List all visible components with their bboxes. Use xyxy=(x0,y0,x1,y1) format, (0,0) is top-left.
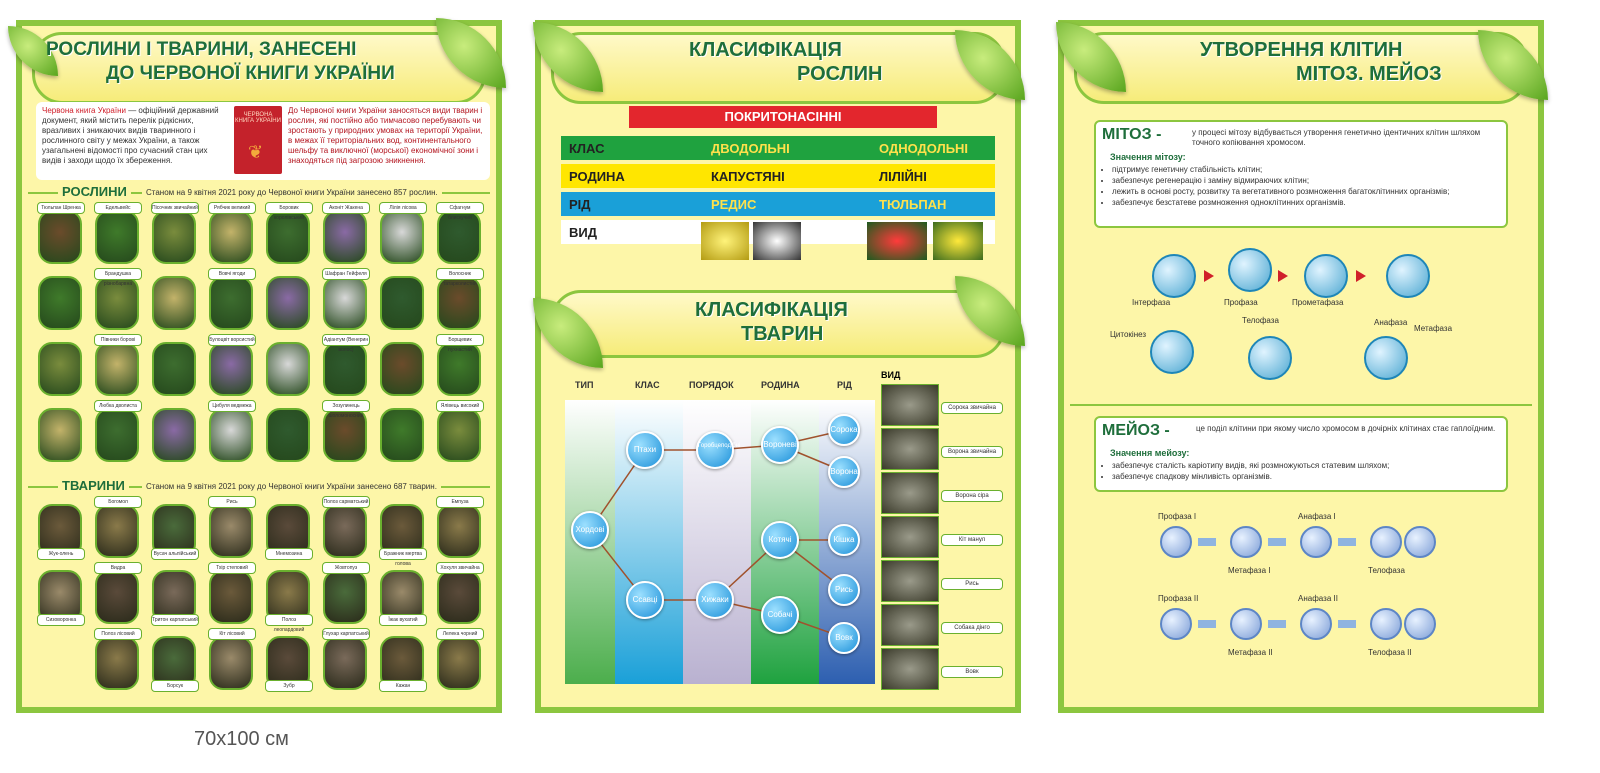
meiosis-box xyxy=(1094,416,1508,492)
poster-red-book xyxy=(16,20,502,713)
plant-label: Брандушка різнобарвна xyxy=(94,268,142,280)
plants-heading: РОСЛИНИ xyxy=(58,184,131,199)
row-value-a: ДВОДОЛЬНІ xyxy=(711,141,790,156)
row-label: РІД xyxy=(569,197,591,212)
plant-label: Рябчик великий xyxy=(208,202,256,214)
poster-red-book-inner xyxy=(22,26,496,707)
phase-label: Цитокінез xyxy=(1110,330,1147,339)
node-mammals: Ссавці xyxy=(626,581,664,619)
animals-note: Станом на 9 квітня 2021 року до Червоної книги України занесено 687 тварин. xyxy=(142,482,441,492)
plant-photo xyxy=(266,276,310,330)
plant-photo xyxy=(38,276,82,330)
plant-label: Лілія лісова xyxy=(379,202,427,214)
poster-cell-division xyxy=(1058,20,1544,713)
plant-label: Адіантум (Венерин волос) xyxy=(322,334,370,346)
plant-photo xyxy=(323,276,367,330)
meiosis-term: МЕЙОЗ - xyxy=(1102,422,1170,439)
animal-label: Рись xyxy=(208,496,256,508)
intro-box xyxy=(36,102,490,180)
mitosis-sig-title: Значення мітозу: xyxy=(1110,152,1186,162)
animal-label: Зубр xyxy=(265,680,313,692)
animal-photo xyxy=(437,636,481,690)
plant-photo xyxy=(209,342,253,396)
plant-photo xyxy=(209,408,253,462)
plant-photo xyxy=(380,342,424,396)
plant-label: Сфагнум блискучий xyxy=(436,202,484,214)
plant-label: Борщевик пухнастий xyxy=(436,334,484,346)
radish-species-photo xyxy=(701,222,749,260)
tulip-species-photo xyxy=(933,222,983,260)
plant-photo xyxy=(380,210,424,264)
plant-label: Шафран Гейфеля xyxy=(322,268,370,280)
animal-photo xyxy=(95,504,139,558)
node-wolf: Вовк xyxy=(828,622,860,654)
plant-photo xyxy=(95,408,139,462)
meiosis-cell xyxy=(1404,526,1436,558)
angiosperms-bar: ПОКРИТОНАСІННІ xyxy=(629,106,937,128)
arrow-icon xyxy=(1338,538,1356,546)
meiosis-label: Метафаза ІІ xyxy=(1228,648,1273,657)
meiosis-point: • забезпечує сталість каріотипу видів, які розмножуються статевим шляхом; xyxy=(1112,460,1512,471)
plant-photo xyxy=(209,210,253,264)
node-corvidae: Вороневі xyxy=(761,426,799,464)
poster-title-line1: РОСЛИНИ І ТВАРИНИ, ЗАНЕСЕНІ xyxy=(46,39,357,60)
animal-label: Бражник мертва голова xyxy=(379,548,427,560)
poster-classification xyxy=(535,20,1021,713)
animal-label: Видра xyxy=(94,562,142,574)
animal-photo xyxy=(95,570,139,624)
node-lynx: Рись xyxy=(828,574,860,606)
phase-label: Анафаза xyxy=(1374,318,1408,327)
plant-label: Зозулинець шоломоносний xyxy=(322,400,370,412)
meiosis-sig-title: Значення мейозу: xyxy=(1110,448,1190,458)
plant-label: Вовчі ягоди xyxy=(208,268,256,280)
arrow-icon xyxy=(1198,538,1216,546)
meiosis-cell xyxy=(1404,608,1436,640)
animal-label: Вусач альпійський xyxy=(151,548,199,560)
plant-label: Тюльпан Шренка xyxy=(37,202,85,214)
cell-6 xyxy=(1150,330,1194,374)
plant-photo xyxy=(323,210,367,264)
column-header-family: РОДИНА xyxy=(761,380,800,390)
node-canidae: Собачі xyxy=(761,596,799,634)
mitosis-def: у процесі мітозу відбувається утворення генетично ідентичних клітин шляхом точного копіювання хромосом. xyxy=(1192,128,1481,147)
animal-label: Лелека чорний xyxy=(436,628,484,640)
meiosis-label: Телофаза xyxy=(1368,566,1405,575)
animal-label: Борсук xyxy=(151,680,199,692)
arrow-icon xyxy=(1278,270,1288,282)
red-book-cover xyxy=(234,106,282,174)
intro-left-text: — офіційний державний документ, який містить перелік рідкісних, вразливих і зникаючих видів тваринного і рослинного світу у межах України, а також узагальнені відомості про сучасний стан цих видів і заходи щодо їх збереження. xyxy=(42,106,219,165)
plant-photo xyxy=(437,408,481,462)
phase-label: Профаза xyxy=(1224,298,1258,307)
row-value-a: КАПУСТЯНІ xyxy=(711,169,785,184)
species-photo xyxy=(881,648,939,690)
plant-photo xyxy=(266,408,310,462)
poster-title-line2: ДО ЧЕРВОНОЇ КНИГИ УКРАЇНИ xyxy=(106,63,395,84)
plant-photo xyxy=(380,276,424,330)
species-label: Вовк xyxy=(941,666,1003,678)
butterfly-icon: ❦ xyxy=(248,142,264,162)
meiosis-label: Анафаза ІІ xyxy=(1298,594,1338,603)
node-passeriformes: Горобцеподібні xyxy=(696,431,734,469)
plants-note: Станом на 9 квітня 2021 року до Червоної книги України занесено 857 рослин. xyxy=(142,188,442,198)
species-label: Собака дінго xyxy=(941,622,1003,634)
arrow-icon xyxy=(1268,620,1286,628)
mitosis-points xyxy=(1098,164,1512,208)
meiosis-cell xyxy=(1230,608,1262,640)
cell-5 xyxy=(1248,336,1292,380)
plant-photo xyxy=(38,342,82,396)
row-value-b: ЛІЛІЙНІ xyxy=(879,169,927,184)
plant-label: Пісочник звичайний xyxy=(151,202,199,214)
class-row xyxy=(561,192,995,216)
animal-photo xyxy=(323,570,367,624)
animal-photo xyxy=(209,636,253,690)
plant-label: Булоцвіт ворсистий xyxy=(208,334,256,346)
meiosis-cell xyxy=(1300,526,1332,558)
meiosis-def: це поділ клітини при якому число хромосом в дочірніх клітинах стає гаплоїдним. xyxy=(1196,424,1496,433)
species-photo xyxy=(881,516,939,558)
plant-photo xyxy=(152,210,196,264)
species-photo xyxy=(881,384,939,426)
animal-label: Мнемозина xyxy=(265,548,313,560)
animal-photo xyxy=(437,504,481,558)
animal-label: Тритон карпатський xyxy=(151,614,199,626)
arrow-icon xyxy=(1356,270,1366,282)
node-cat: Кішка xyxy=(828,524,860,556)
species-label: Ворона звичайна xyxy=(941,446,1003,458)
animal-label: Жовтопуз xyxy=(322,562,370,574)
intro-left xyxy=(42,106,228,166)
plant-photo xyxy=(209,276,253,330)
animal-photo xyxy=(323,636,367,690)
column-header-order: ПОРЯДОК xyxy=(689,380,734,390)
meiosis-point: • забезпечує спадкову мінливість організмів. xyxy=(1112,471,1512,482)
column-header-genus: РІД xyxy=(837,380,852,390)
mitosis-point: • лежить в основі росту, розвитку та вегетативного розмноження багатоклітинних організмів; xyxy=(1112,186,1512,197)
animals-class-title-1: КЛАСИФІКАЦІЯ xyxy=(695,299,848,321)
mitosis-point: • забезпечує безстатеве розмноження одноклітинних організмів. xyxy=(1112,197,1512,208)
meiosis-cell xyxy=(1370,526,1402,558)
plant-label: Аконіт Жакена xyxy=(322,202,370,214)
class-row xyxy=(561,164,995,188)
row-value-b: ОДНОДОЛЬНІ xyxy=(879,141,969,156)
cell-0 xyxy=(1152,254,1196,298)
animal-label: Жук-олень xyxy=(37,548,85,560)
arrow-icon xyxy=(1268,538,1286,546)
mitosis-term: МІТОЗ - xyxy=(1102,126,1162,143)
arrow-icon xyxy=(1204,270,1214,282)
node-crow: Ворона xyxy=(828,456,860,488)
animal-label: Полоз лісовий xyxy=(94,628,142,640)
plant-label: Любка дволиста xyxy=(94,400,142,412)
node-birds: Птахи xyxy=(626,431,664,469)
animals-heading: ТВАРИНИ xyxy=(58,478,129,493)
animal-label: Кажан xyxy=(379,680,427,692)
animal-label: Глухар карпатський xyxy=(322,628,370,640)
row-label: РОДИНА xyxy=(569,169,625,184)
species-photo xyxy=(881,428,939,470)
red-book-title: ЧЕРВОНА КНИГА УКРАЇНИ xyxy=(235,112,281,124)
divider xyxy=(1070,404,1532,406)
meiosis-points xyxy=(1098,460,1512,482)
plants-class-title-1: КЛАСИФІКАЦІЯ xyxy=(689,39,842,61)
column-header-species: ВИД xyxy=(881,370,901,380)
cell-2 xyxy=(1304,254,1348,298)
arrow-icon xyxy=(1198,620,1216,628)
plant-photo xyxy=(152,342,196,396)
animal-photo xyxy=(437,570,481,624)
phase-label: Метафаза xyxy=(1414,324,1453,333)
animal-photo xyxy=(209,504,253,558)
plant-label: Цибуля ведмежа xyxy=(208,400,256,412)
node-magpie: Сорока xyxy=(828,414,860,446)
plant-photo xyxy=(95,210,139,264)
meiosis-label: Телофаза ІІ xyxy=(1368,648,1412,657)
animal-label: Полоз сарматський xyxy=(322,496,370,508)
animal-label: Їжак вухатий xyxy=(379,614,427,626)
mitosis-point: • підтримує генетичну стабільність клітин; xyxy=(1112,164,1512,175)
cell-3 xyxy=(1386,254,1430,298)
cell-title-2: МІТОЗ. МЕЙОЗ xyxy=(1296,63,1442,85)
animals-class-title-2: ТВАРИН xyxy=(741,323,824,345)
meiosis-cell xyxy=(1230,526,1262,558)
animal-label: Богомол xyxy=(94,496,142,508)
phase-label: Прометафаза xyxy=(1292,298,1344,307)
meiosis-cell xyxy=(1160,526,1192,558)
meiosis-label: Метафаза І xyxy=(1228,566,1271,575)
species-label: Ворона сіра xyxy=(941,490,1003,502)
species-label: Кіт манул xyxy=(941,534,1003,546)
node-chordata: Хордові xyxy=(571,511,609,549)
column-header-class: КЛАС xyxy=(635,380,660,390)
meiosis-label: Анафаза І xyxy=(1298,512,1336,521)
plant-label: Півники борові xyxy=(94,334,142,346)
mitosis-box xyxy=(1094,120,1508,228)
size-label: 70х100 см xyxy=(194,728,289,750)
radish-species-photo xyxy=(753,222,801,260)
animal-label: Полоз леопардовий xyxy=(265,614,313,626)
animal-photo xyxy=(209,570,253,624)
species-label: Сорока звичайна xyxy=(941,402,1003,414)
plant-label: Волосник татарколистий xyxy=(436,268,484,280)
poster-cell-division-inner xyxy=(1064,26,1538,707)
intro-term: Червона книга України xyxy=(42,106,126,115)
species-photo xyxy=(881,472,939,514)
poster-classification-inner xyxy=(541,26,1015,707)
plant-label: Боровик королівський xyxy=(265,202,313,214)
animal-label: Тхір степовий xyxy=(208,562,256,574)
row-value-a: РЕДИС xyxy=(711,197,757,212)
arrow-icon xyxy=(1338,620,1356,628)
meiosis-cell xyxy=(1160,608,1192,640)
plant-photo xyxy=(380,408,424,462)
animal-photo xyxy=(95,636,139,690)
phase-label: Інтерфаза xyxy=(1132,298,1171,307)
animal-label: Хохуля звичайна xyxy=(436,562,484,574)
meiosis-cell xyxy=(1370,608,1402,640)
plant-photo xyxy=(152,276,196,330)
column-header-type: ТИП xyxy=(575,380,594,390)
meiosis-label: Профаза І xyxy=(1158,512,1197,521)
plants-class-title-2: РОСЛИН xyxy=(797,63,883,85)
meiosis-cell xyxy=(1300,608,1332,640)
node-felidae: Котячі xyxy=(761,521,799,559)
plant-photo xyxy=(38,408,82,462)
cell-1 xyxy=(1228,248,1272,292)
mitosis-point: • забезпечує регенерацію і заміну відмираючих клітин; xyxy=(1112,175,1512,186)
species-photo xyxy=(881,604,939,646)
row-label: ВИД xyxy=(569,225,597,240)
species-label: Рись xyxy=(941,578,1003,590)
node-carnivora: Хижаки xyxy=(696,581,734,619)
tulip-species-photo xyxy=(867,222,927,260)
plant-photo xyxy=(152,408,196,462)
plant-label: Ялівець високий xyxy=(436,400,484,412)
plant-label: Едельвейс xyxy=(94,202,142,214)
row-value-b: ТЮЛЬПАН xyxy=(879,197,947,212)
animal-photo xyxy=(323,504,367,558)
class-row xyxy=(561,136,995,160)
animal-label: Сизоворонка xyxy=(37,614,85,626)
plant-photo xyxy=(95,342,139,396)
cell-4 xyxy=(1364,336,1408,380)
phase-label: Телофаза xyxy=(1242,316,1279,325)
row-label: КЛАС xyxy=(569,141,605,156)
animal-label: Кіт лісовий xyxy=(208,628,256,640)
animal-label: Емпуза xyxy=(436,496,484,508)
meiosis-label: Профаза ІІ xyxy=(1158,594,1199,603)
plant-photo xyxy=(266,342,310,396)
plant-photo xyxy=(38,210,82,264)
animal-tree xyxy=(565,370,875,684)
cell-title-1: УТВОРЕННЯ КЛІТИН xyxy=(1200,39,1403,61)
intro-right: До Червоної книги України заносяться види тварин і рослин, які постійно або тимчасово перебувають чи зростають у природних умовах на території України, в межах її територіальних вод, континентального шельфу та виключної (морської) економічної зони і знаходяться під загрозою зникнення. xyxy=(288,106,483,165)
species-photo xyxy=(881,560,939,602)
